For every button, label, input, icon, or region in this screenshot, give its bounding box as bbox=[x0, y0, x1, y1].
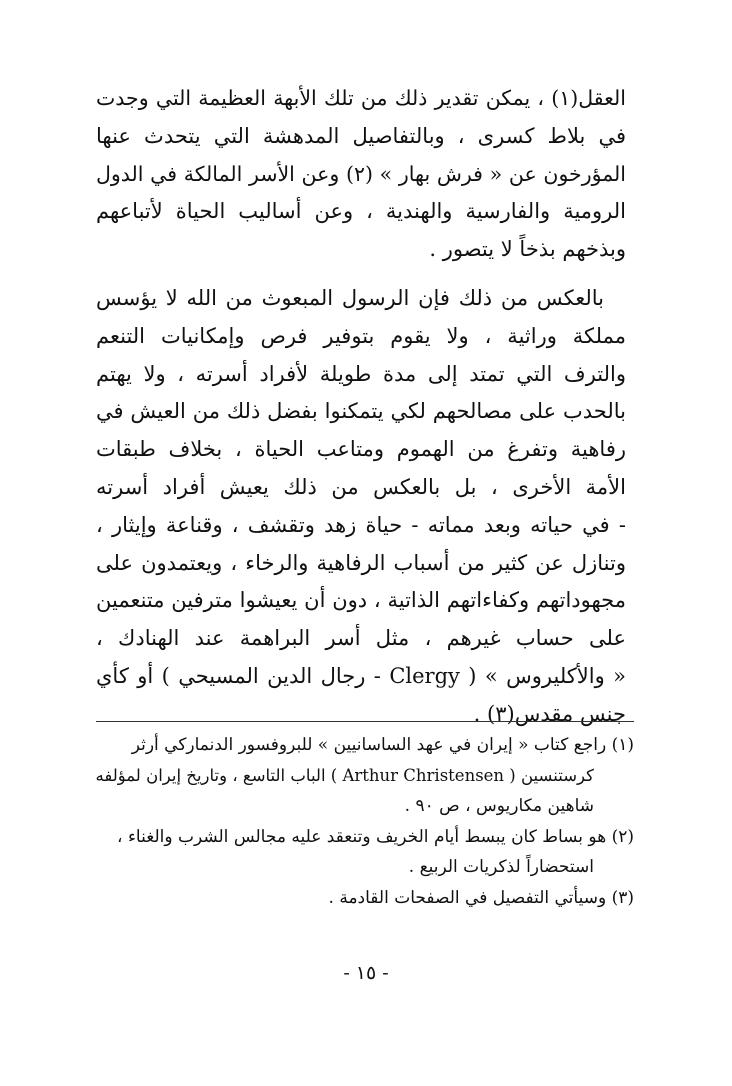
text-line: وبذخهم بذخاً لا يتصور . bbox=[429, 237, 626, 262]
text-line: في بلاط كسرى ، وبالتفاصيل المدهشة التي يتحدث عنها bbox=[96, 123, 626, 148]
footnote-line: (١) راجع كتاب « إيران في عهد الساسانيين » للبروفسور الدنماركي أرثر bbox=[131, 735, 634, 755]
text-line: المؤرخون عن « فرش بهار » (٢) وعن الأسر المالكة في الدول bbox=[96, 161, 626, 186]
text-line: - في حياته وبعد مماته - حياة زهد وتقشف ، وقناعة وإيثار ، bbox=[96, 512, 626, 537]
footnotes bbox=[96, 730, 634, 913]
footnote-divider bbox=[96, 721, 634, 722]
text-line: الأمة الأخرى ، بل بالعكس من ذلك يعيش أفراد أسرته bbox=[96, 474, 626, 499]
text-line: « والأكليروس » ( Clergy - رجال الدين المسيحي ) أو كأي bbox=[96, 663, 626, 688]
footnote-line: استحضاراً لذكريات الربيع . bbox=[408, 857, 594, 877]
text-line: بالعكس من ذلك فإن الرسول المبعوث من الله لا يؤسس bbox=[96, 286, 604, 310]
text-line: على حساب غيرهم ، مثل أسر البراهمة عند الهنادك ، bbox=[96, 626, 626, 651]
paragraph-2 bbox=[96, 280, 626, 734]
text-line: رفاهية وتفرغ من الهموم ومتاعب الحياة ، بخلاف طبقات bbox=[96, 437, 626, 462]
page-number: - ١٥ - bbox=[343, 962, 389, 984]
text-line: بالحدب على مصالحهم لكي يتمكنوا بفضل ذلك من العيش في bbox=[96, 399, 626, 424]
footnote-line: (٣) وسيأتي التفصيل في الصفحات القادمة . bbox=[328, 887, 634, 908]
footnote-line: (٢) هو بساط كان يبسط أيام الخريف وتنعقد عليه مجالس الشرب والغناء ، bbox=[117, 826, 634, 847]
text-line: وتنازل عن كثير من أسباب الرفاهية والرخاء ، ويعتمدون على bbox=[96, 550, 626, 575]
paragraph-1 bbox=[96, 80, 626, 269]
footnote-line: كرستنسين ( Arthur Christensen ) الباب التاسع ، وتاريخ إيران لمؤلفه bbox=[95, 765, 594, 785]
text-line: جنس مقدس(٣) . bbox=[473, 701, 626, 726]
footnote-line: شاهين مكاريوس ، ص ٩٠ . bbox=[404, 796, 594, 816]
text-line: والترف التي تمتد إلى مدة طويلة لأفراد أسرته ، ولا يهتم bbox=[96, 361, 626, 386]
text-line: مجهوداتهم وكفاءاتهم الذاتية ، دون أن يعيشوا مترفين متنعمين bbox=[96, 588, 626, 613]
text-line: العقل(١) ، يمكن تقدير ذلك من تلك الأبهة العظيمة التي وجدت bbox=[96, 86, 626, 110]
text-line: الرومية والفارسية والهندية ، وعن أساليب الحياة لأتباعهم bbox=[96, 199, 626, 224]
text-line: مملكة وراثية ، ولا يقوم بتوفير فرص وإمكانيات التنعم bbox=[96, 323, 626, 348]
